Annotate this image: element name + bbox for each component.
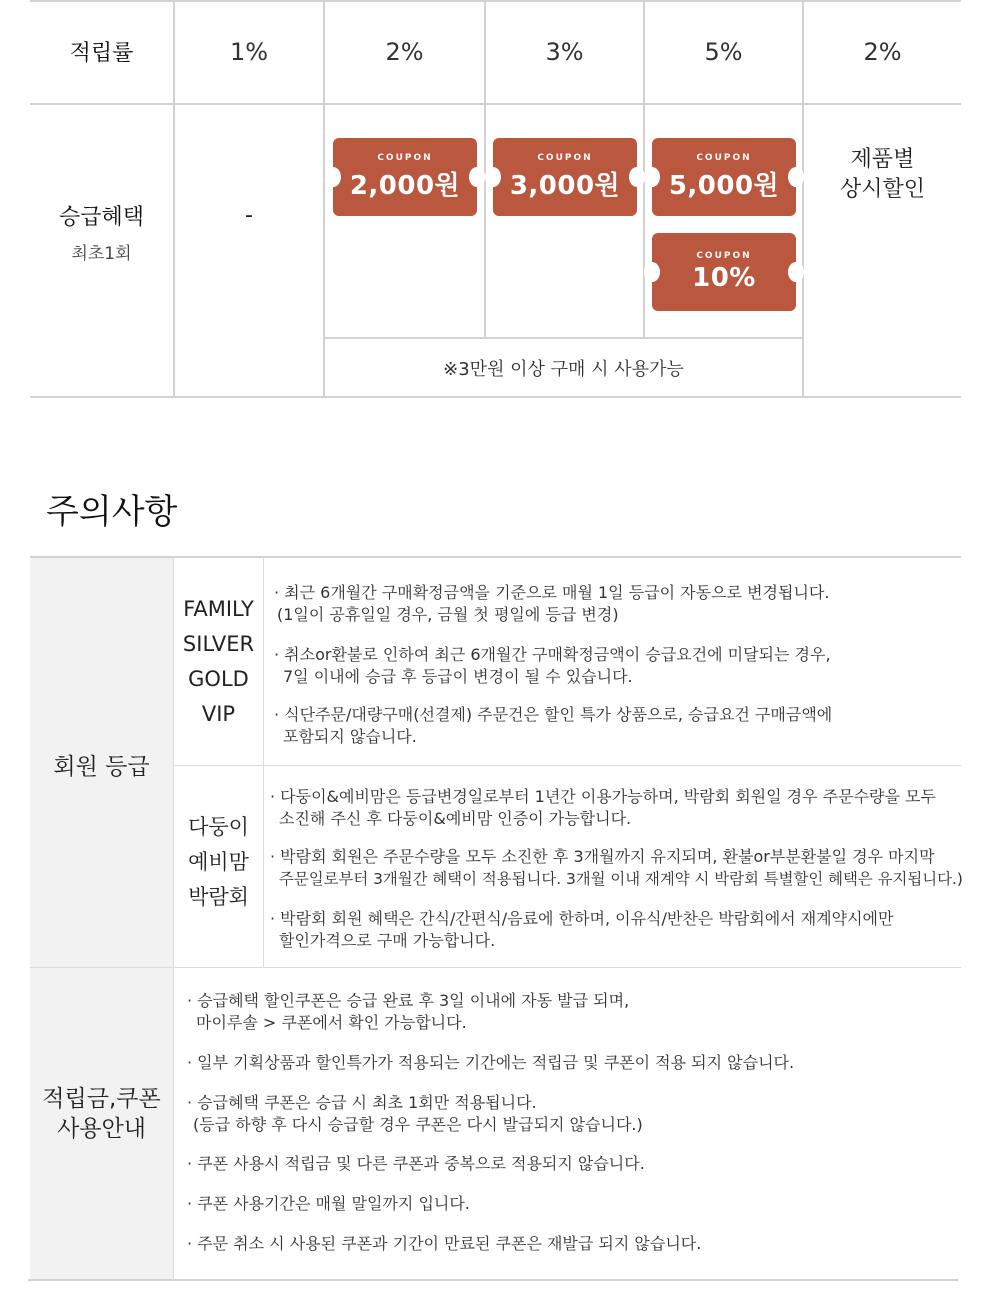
rate-family: 1% — [229, 37, 269, 66]
grade-list — [174, 592, 263, 732]
note-line: · 쿠폰 사용기간은 매월 말일까지 입니다. — [187, 1194, 470, 1213]
special-note — [270, 846, 963, 908]
member-grade-label: 회원 등급 — [53, 753, 150, 780]
notice-top-border — [30, 556, 961, 558]
benefit-title: 승급혜택 — [58, 205, 144, 230]
coupon-note — [187, 1153, 794, 1193]
note-line: · 일부 기획상품과 할인특가가 적용되는 기간에는 적립금 및 쿠폰이 적용 되지 않습니다. — [187, 1053, 795, 1072]
note-line: · 최근 6개월간 구매확정금액을 기준으로 매월 1일 등급이 자동으로 변경됩니다. — [274, 583, 830, 602]
rate-vip: 5% — [704, 37, 743, 66]
note-line: · 박람회 회원 혜택은 간식/간편식/음료에 한하며, 이유식/반찬은 박람회에서 재계약시에만 — [270, 909, 894, 928]
coupon-condition: ※3만원 이상 구매 시 사용가능 — [443, 358, 684, 380]
note-line: · 주문 취소 시 사용된 쿠폰과 기간이 만료된 쿠폰은 재발급 되지 않습니다. — [187, 1234, 702, 1253]
coupon-note — [187, 990, 794, 1052]
grade-expo: 박람회 — [188, 885, 249, 909]
col-divider — [263, 557, 264, 967]
label-column-bg — [30, 557, 173, 1280]
note-line: 마이루솔 > 쿠폰에서 확인 가능합니다. — [196, 1013, 467, 1032]
coupon-value: 2,000원 — [349, 170, 461, 201]
rate-silver: 2% — [385, 37, 424, 66]
coupon-note — [187, 1193, 794, 1233]
notice-title: 주의사항 — [46, 492, 178, 532]
coupon-note — [187, 1233, 794, 1255]
note-line: · 승급혜택 쿠폰은 승급 시 최초 1회만 적용됩니다. — [187, 1093, 537, 1112]
grade-family: FAMILY — [183, 597, 254, 621]
note-line: · 승급혜택 할인쿠폰은 승급 완료 후 3일 이내에 자동 발급 되며, — [187, 991, 630, 1010]
table-bottom-border — [30, 396, 961, 398]
note-line: 소진해 주신 후 다둥이&예비맘 인증이 가능합니다. — [279, 809, 632, 828]
coupon-silver — [333, 138, 477, 216]
grade-note — [274, 704, 832, 748]
note-line: · 취소or환불로 인하여 최근 6개월간 구매확정금액이 승급요건에 미달되는 경우, — [274, 645, 831, 664]
coupon-guide-label — [30, 1084, 173, 1144]
family-benefit: - — [245, 202, 253, 228]
coupon-caption: COUPON — [696, 251, 752, 261]
coupon-guide-label-line1: 적립금,쿠폰 — [42, 1086, 161, 1112]
special-benefit-line2: 상시할인 — [839, 177, 925, 202]
coupon-vip-percent — [652, 233, 796, 311]
grade-yebimam: 예비맘 — [188, 850, 249, 874]
special-note — [270, 786, 963, 846]
coupon-notes — [187, 990, 794, 1255]
coupon-value: 3,000원 — [509, 170, 621, 201]
special-benefit-line1: 제품별 — [850, 147, 915, 172]
coupon-value: 5,000원 — [668, 170, 780, 201]
special-grade-list — [174, 810, 263, 915]
benefit-subtitle: 최초1회 — [71, 244, 132, 264]
coupon-guide-label-line2: 사용안내 — [57, 1116, 146, 1142]
grade-vip: VIP — [201, 702, 236, 726]
note-line: 주문일로부터 3개월간 혜택이 적용됩니다. 3개월 이내 재계약 시 박람회 특별할인 혜택은 유지됩니다.) — [279, 870, 963, 888]
rate-special: 2% — [863, 37, 902, 66]
benefit-row-label — [30, 200, 173, 264]
special-benefit — [804, 145, 961, 205]
rate-row-label: 적립률 — [69, 41, 134, 66]
note-line: 할인가격으로 구매 가능합니다. — [279, 931, 496, 950]
coupon-note — [187, 1092, 794, 1153]
grade-silver: SILVER — [182, 632, 255, 656]
grade-divider — [173, 765, 961, 766]
special-notes — [270, 786, 963, 952]
coupon-gold — [493, 138, 637, 216]
section-divider — [30, 967, 961, 968]
coupon-caption: COUPON — [377, 152, 433, 163]
grade-dadungi: 다둥이 — [188, 815, 249, 839]
coupon-value: 10% — [692, 263, 756, 293]
note-line: 포함되지 않습니다. — [283, 727, 417, 746]
grade-note — [274, 644, 832, 704]
special-note — [270, 908, 963, 952]
table-row-divider — [30, 103, 961, 105]
coupon-vip-amount — [652, 138, 796, 216]
note-line: · 쿠폰 사용시 적립금 및 다른 쿠폰과 중복으로 적용되지 않습니다. — [187, 1154, 645, 1173]
note-line: · 박람회 회원은 주문수량을 모두 소진한 후 3개월까지 유지되며, 환불or부분환불일 경우 마지막 — [270, 847, 935, 866]
note-line: · 식단주문/대량구매(선결제) 주문건은 할인 특가 상품으로, 승급요건 구매금액에 — [274, 705, 833, 724]
note-line: (1일이 공휴일일 경우, 금월 첫 평일에 등급 변경) — [277, 605, 619, 624]
grade-gold: GOLD — [188, 667, 249, 691]
note-line: · 다둥이&예비맘은 등급변경일로부터 1년간 이용가능하며, 박람회 회원일 경우 주문수량을 모두 — [270, 787, 936, 806]
grade-notes — [274, 582, 832, 748]
coupon-caption: COUPON — [537, 152, 593, 163]
note-line: 7일 이내에 승급 후 등급이 변경이 될 수 있습니다. — [283, 667, 633, 686]
notice-bottom-border — [28, 1279, 958, 1281]
coupon-caption: COUPON — [696, 152, 752, 163]
rate-gold: 3% — [545, 37, 584, 66]
coupon-note — [187, 1052, 794, 1092]
note-line: (등급 하향 후 다시 승급할 경우 쿠폰은 다시 발급되지 않습니다.) — [193, 1115, 643, 1134]
grade-note — [274, 582, 832, 644]
